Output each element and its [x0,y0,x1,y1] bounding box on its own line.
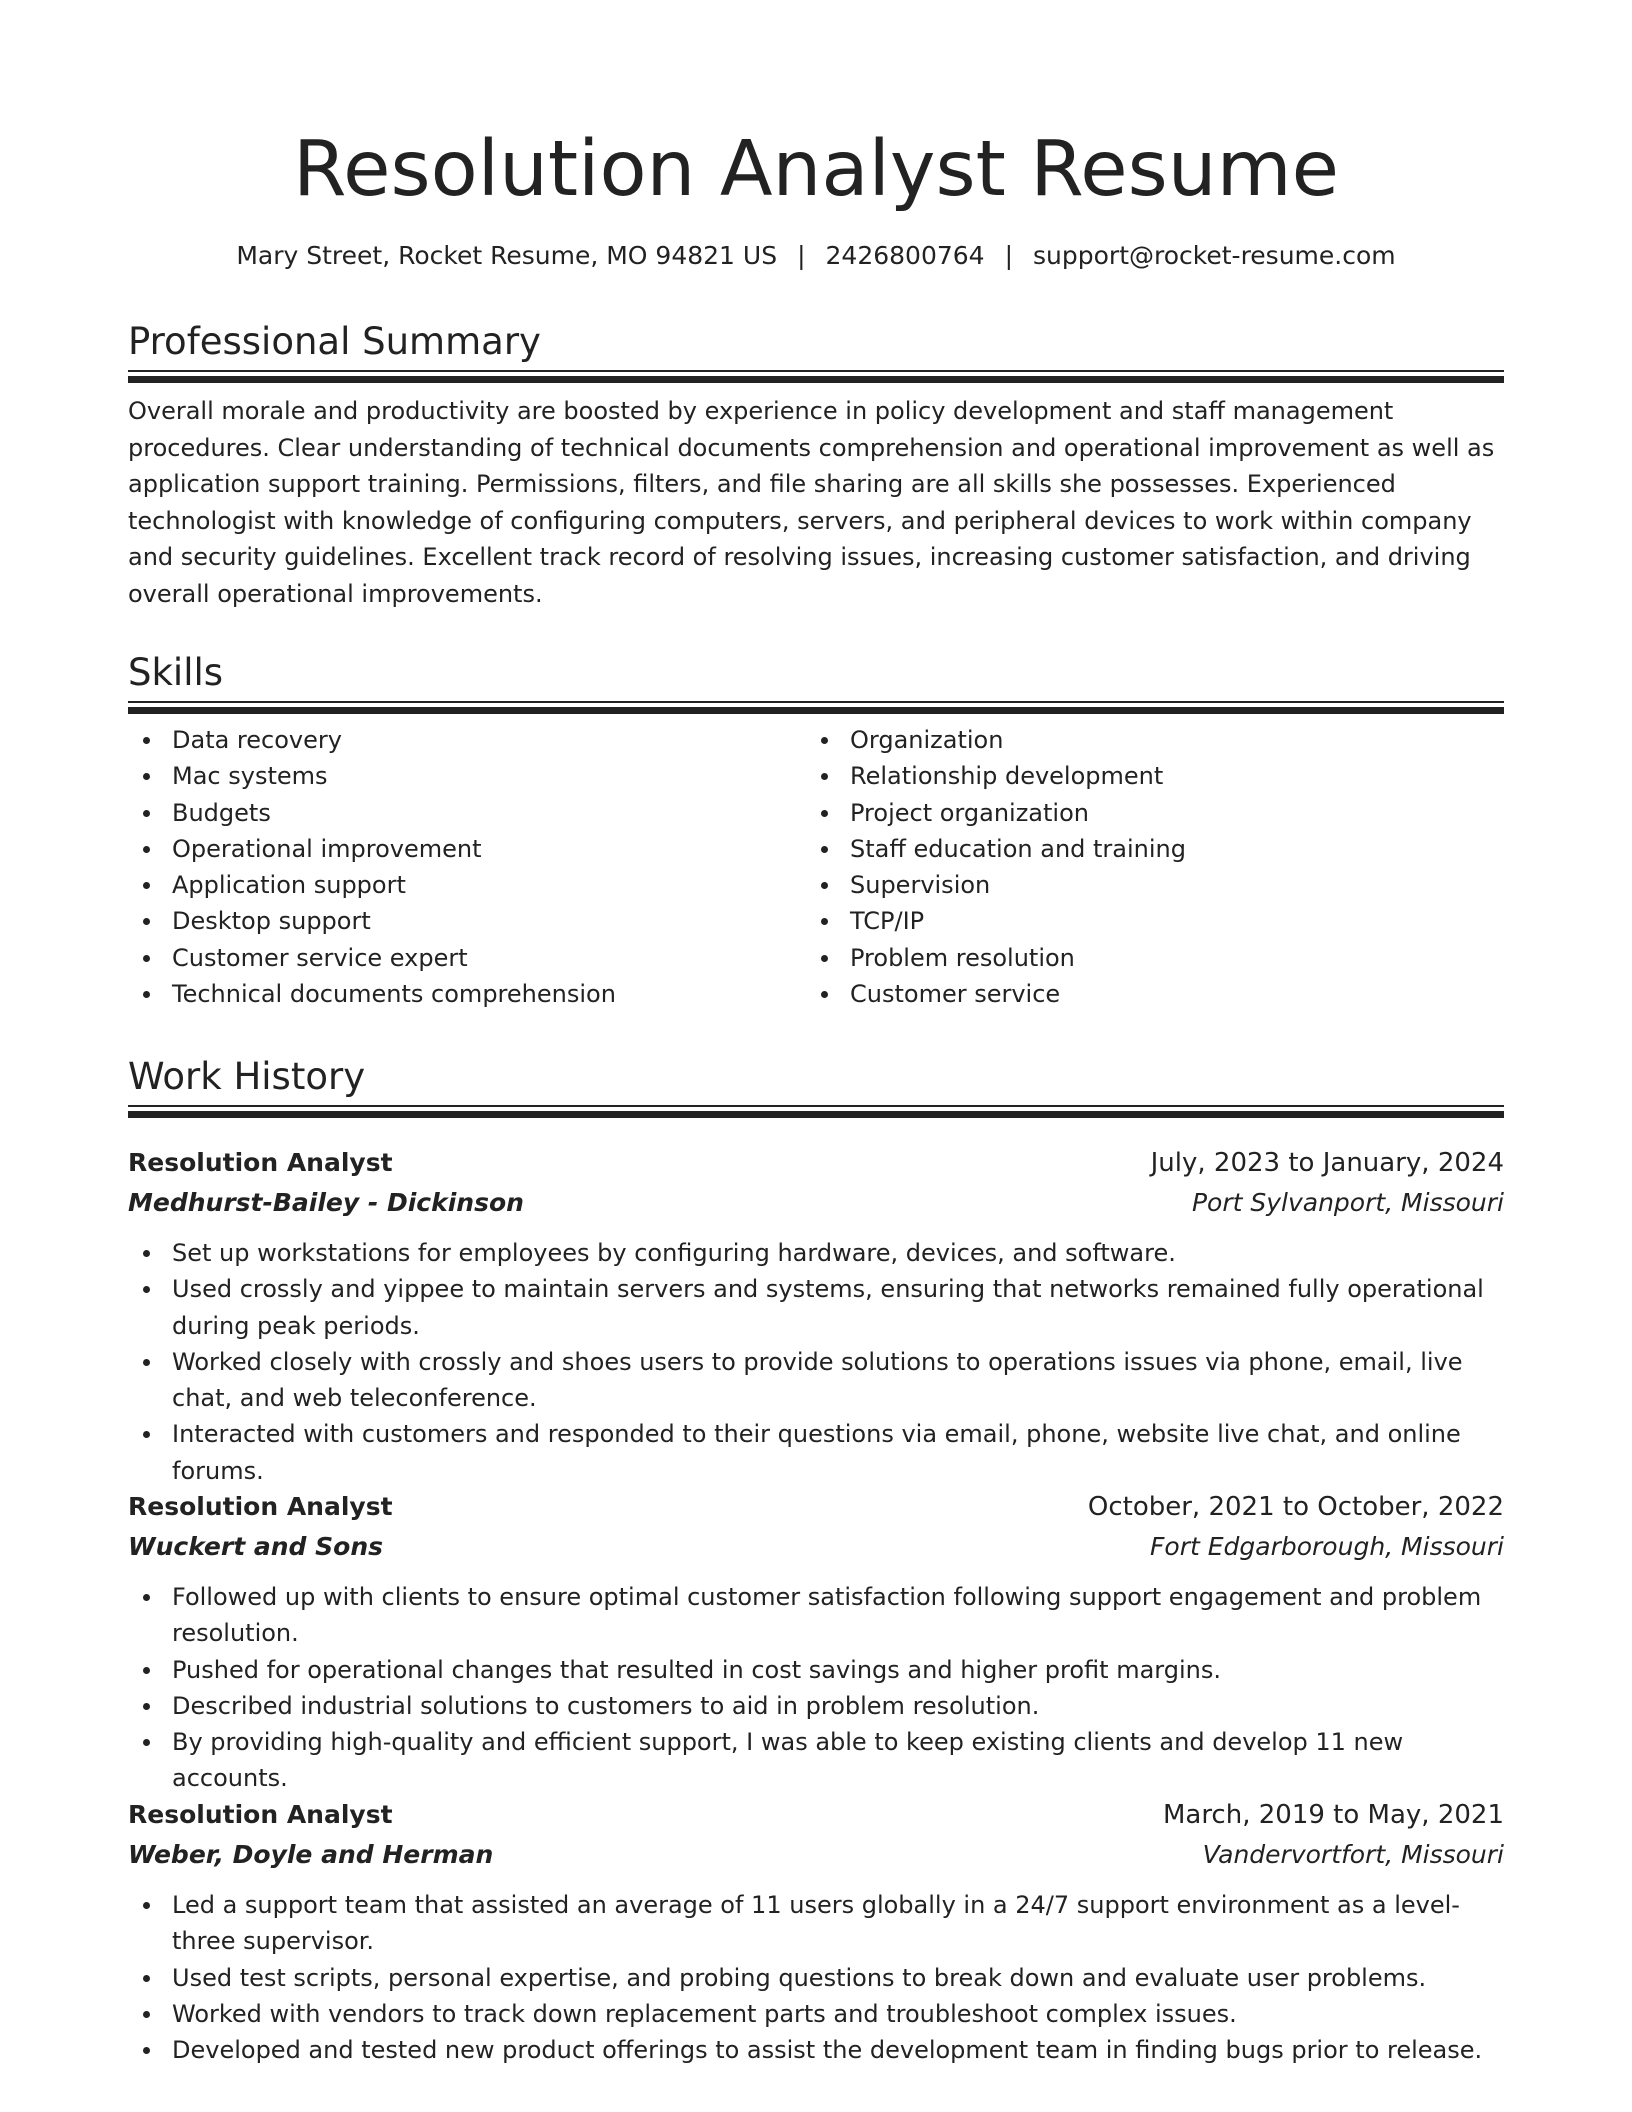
job-entry [128,1143,1504,1489]
skill-item: Organization [806,722,1484,758]
job-bullet: Worked closely with crossly and shoes users to provide solutions to operations issues via phone, email, live chat, and web teleconference. [128,1344,1504,1417]
job-entry [128,1795,1504,2068]
summary-heading: Professional Summary [128,320,541,363]
job-location: Vandervortfort, Missouri [1202,1840,1504,1869]
section-rule [128,701,1504,714]
job-dates: October, 2021 to October, 2022 [1087,1492,1504,1522]
job-bullet: Followed up with clients to ensure optimal customer satisfaction following support engagement and problem resolution. [128,1579,1504,1652]
contact-line [128,238,1504,274]
skill-item: Customer service expert [128,940,806,976]
skill-item: Technical documents comprehension [128,976,806,1012]
job-bullet: By providing high-quality and efficient support, I was able to keep existing clients and develop 11 new accounts. [128,1724,1504,1797]
skill-item: Problem resolution [806,940,1484,976]
skills-heading: Skills [128,651,224,694]
skill-item: Data recovery [128,722,806,758]
job-title: Resolution Analyst [128,1492,393,1521]
job-dates: March, 2019 to May, 2021 [1162,1800,1504,1830]
job-bullet: Pushed for operational changes that resulted in cost savings and higher profit margins. [128,1652,1504,1688]
skills-columns [128,722,1504,1012]
job-company: Weber, Doyle and Herman [128,1840,494,1869]
skill-item: Application support [128,867,806,903]
job-company-row [128,1835,1504,1875]
work-heading: Work History [128,1055,366,1098]
job-location: Fort Edgarborough, Missouri [1150,1532,1504,1561]
contact-separator: | [1004,241,1014,270]
job-title: Resolution Analyst [128,1148,393,1177]
job-bullet: Led a support team that assisted an average of 11 users globally in a 24/7 support environment as a level-three supervisor. [128,1887,1504,1960]
contact-separator: | [797,241,806,270]
skill-item: Relationship development [806,758,1484,794]
job-bullet: Worked with vendors to track down replacement parts and troubleshoot complex issues. [128,1996,1504,2032]
skill-item: TCP/IP [806,903,1484,939]
job-location: Port Sylvanport, Missouri [1191,1188,1504,1217]
job-bullet: Developed and tested new product offerings to assist the development team in finding bugs prior to release. [128,2032,1504,2068]
job-bullet: Interacted with customers and responded to their questions via email, phone, website live chat, and online forums. [128,1416,1504,1489]
job-company: Medhurst-Bailey - Dickinson [128,1188,524,1217]
section-rule [128,1105,1504,1118]
job-title-row [128,1795,1504,1835]
contact-address: Mary Street, Rocket Resume, MO 94821 US [236,241,778,270]
skill-item: Staff education and training [806,831,1484,867]
summary-text: Overall morale and productivity are boosted by experience in policy development and staff management procedures. Clear understanding of technical documents comprehension and operational improvement as well as application support training. Permissions, filters, and file sharing are all skills she possesses. Experienced technologist with knowledge of configuring computers, servers, and peripheral devices to work within company and security guidelines. Excellent track record of resolving issues, increasing customer satisfaction, and driving overall operational improvements. [128,397,1495,608]
work-section [128,1053,1504,1118]
skill-item: Project organization [806,795,1484,831]
contact-phone: 2426800764 [825,241,985,270]
job-title: Resolution Analyst [128,1800,393,1829]
job-company-row [128,1183,1504,1223]
skill-item: Mac systems [128,758,806,794]
resume-title: Resolution Analyst Resume [293,125,1339,214]
job-company-row [128,1527,1504,1567]
skill-item: Customer service [806,976,1484,1012]
job-bullet: Set up workstations for employees by configuring hardware, devices, and software. [128,1235,1504,1271]
job-company: Wuckert and Sons [128,1532,383,1561]
skill-item: Operational improvement [128,831,806,867]
skills-list-right [806,722,1484,1012]
skills-section [128,649,1504,1012]
job-entry [128,1487,1504,1797]
job-dates: July, 2023 to January, 2024 [1150,1148,1504,1178]
skills-list-left [128,722,806,1012]
skill-item: Desktop support [128,903,806,939]
section-rule [128,370,1504,383]
job-bullet: Used test scripts, personal expertise, and probing questions to break down and evaluate user problems. [128,1960,1504,1996]
job-bullets [128,1235,1504,1489]
job-bullets [128,1579,1504,1797]
contact-email: support@rocket-resume.com [1033,241,1396,270]
job-title-row [128,1143,1504,1183]
skill-item: Supervision [806,867,1484,903]
job-bullet: Used crossly and yippee to maintain servers and systems, ensuring that networks remained fully operational during peak periods. [128,1271,1504,1344]
summary-section [128,318,1504,612]
job-bullet: Described industrial solutions to customers to aid in problem resolution. [128,1688,1504,1724]
skill-item: Budgets [128,795,806,831]
job-bullets [128,1887,1504,2068]
job-title-row [128,1487,1504,1527]
